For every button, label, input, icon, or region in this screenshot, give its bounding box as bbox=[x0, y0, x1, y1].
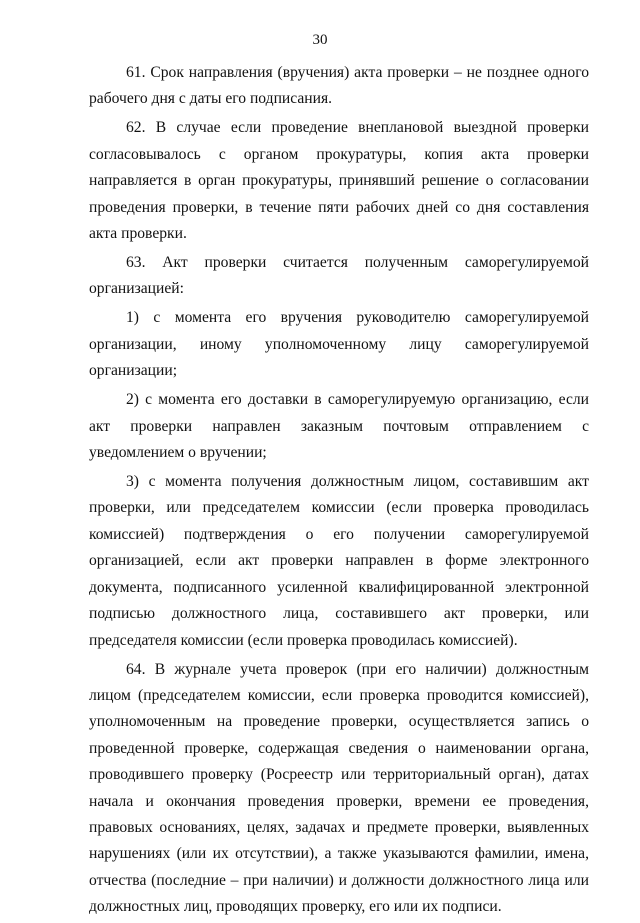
paragraph-63: 63. Акт проверки считается полученным саморегулируемой организацией: bbox=[89, 254, 589, 298]
page-number: 30 bbox=[312, 32, 328, 48]
paragraph-61: 61. Срок направления (вручения) акта проверки – не позднее одного рабочего дня с даты его подписания. bbox=[89, 64, 589, 108]
paragraph-63-item-3: 3) с момента получения должностным лицом, составившим акт проверки, или председателем комиссии (если проверка проводилась комиссией) подтверждения о его получении саморегулируемой организацией, если акт проверки направлен в форме электронного документа, подписанного усиленной квалифицированной электронной подписью должностного лица, составившего акт проверки, или председателя комиссии (если проверка проводилась комиссией). bbox=[89, 473, 589, 649]
paragraph-63-item-1: 1) с момента его вручения руководителю саморегулируемой организации, иному уполномоченному лицу саморегулируемой организации; bbox=[89, 309, 589, 380]
document-body bbox=[89, 60, 589, 923]
paragraph-62: 62. В случае если проведение внеплановой выездной проверки согласовывалось с органом прокуратуры, копия акта проверки направляется в орган прокуратуры, принявший решение о согласовании проведения проверки, в течение пяти рабочих дней со дня составления акта проверки. bbox=[89, 119, 589, 243]
paragraph-64: 64. В журнале учета проверок (при его наличии) должностным лицом (председателем комиссии, если проверка проводится комиссией), уполномоченным на проведение проверки, осуществляется запись о проведенной проверке, содержащая сведения о наименовании органа, проводившего проверку (Росреестр или территориальный орган), датах начала и окончания проведения проверки, времени ее проведения, правовых основаниях, целях, задачах и предмете проверки, выявленных нарушениях (или их отсутствии), а также указываются фамилии, имена, отчества (последние – при наличии) и должности должностного лица или должностных лиц, проводящих проверку, его или их подписи. bbox=[89, 660, 589, 916]
paragraph-63-item-2: 2) с момента его доставки в саморегулируемую организацию, если акт проверки направлен заказным почтовым отправлением с уведомлением о вручении; bbox=[89, 391, 589, 462]
